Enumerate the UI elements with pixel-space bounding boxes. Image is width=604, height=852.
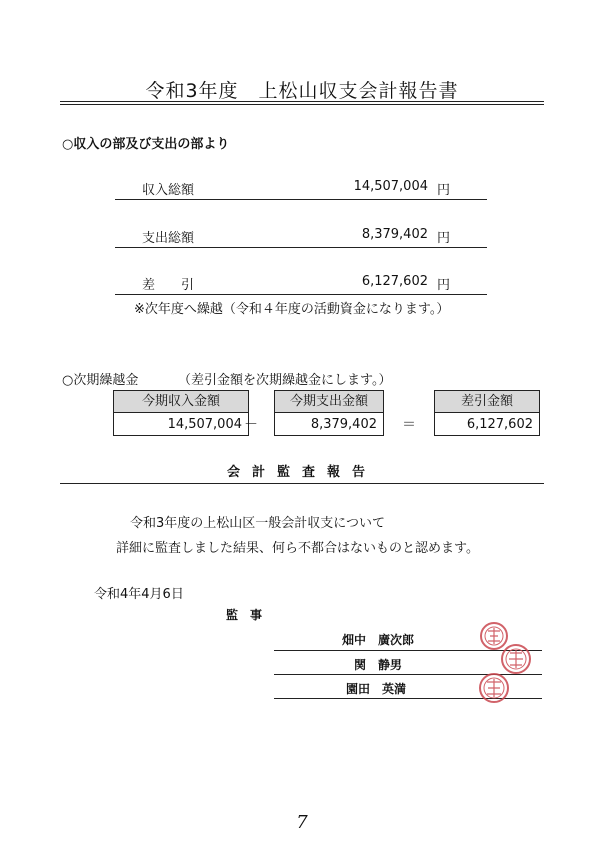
section2-heading: ○次期繰越金 [62, 373, 139, 388]
balance-value: 6,127,602 [361, 274, 428, 289]
balance-box-label: 差引金額 [434, 390, 540, 412]
section1-heading: ○収入の部及び支出の部より [62, 137, 230, 152]
title-rule-double [60, 104, 544, 105]
audit-line1: 令和3年度の上松山区一般会計収支について [130, 516, 386, 531]
expense-total-value: 8,379,402 [361, 227, 428, 242]
page-number: 7 [296, 812, 308, 833]
balance-box [434, 390, 540, 436]
income-total-value: 14,507,004 [353, 179, 428, 194]
signatory-1: 畑中 廣次郎 [342, 633, 415, 647]
minus-sign: － [244, 417, 258, 433]
expense-box [274, 390, 384, 436]
expense-box-label: 今期支出金額 [274, 390, 384, 412]
carryover-note: ※次年度へ繰越（令和４年度の活動資金になります。） [134, 302, 450, 317]
row-rule [115, 199, 487, 200]
expense-box-value: 8,379,402 [274, 412, 384, 436]
income-total-unit: 円 [437, 183, 451, 198]
audit-title: 会計監査報告 [226, 465, 377, 480]
signatory-2: 関 静男 [354, 658, 403, 672]
audit-date: 令和4年4月6日 [94, 587, 184, 602]
expense-total-label: 支出総額 [142, 231, 195, 246]
income-box-value: 14,507,004 [113, 412, 249, 436]
seal-stamp-3 [480, 674, 508, 702]
title-rule [60, 101, 544, 102]
balance-label: 差 引 [142, 278, 195, 293]
balance-unit: 円 [437, 278, 451, 293]
auditor-role: 監 事 [226, 608, 263, 622]
seal-stamp-2 [502, 645, 530, 673]
document-title: 令和3年度 上松山収支会計報告書 [145, 80, 459, 102]
row-rule [115, 247, 487, 248]
audit-rule [60, 483, 544, 484]
balance-box-value: 6,127,602 [434, 412, 540, 436]
seal-stamps [470, 618, 542, 710]
row-rule [115, 294, 487, 295]
income-box [113, 390, 249, 436]
seal-stamp-1 [481, 623, 507, 649]
audit-line2: 詳細に監査しました結果、何ら不都合はないものと認めます。 [116, 541, 479, 556]
income-box-label: 今期収入金額 [113, 390, 249, 412]
section2-subheading: （差引金額を次期繰越金にします。） [178, 373, 392, 388]
expense-total-unit: 円 [437, 231, 451, 246]
equals-sign: ＝ [402, 417, 416, 433]
income-total-label: 収入総額 [142, 183, 195, 198]
signatory-3: 園田 英満 [346, 682, 407, 696]
